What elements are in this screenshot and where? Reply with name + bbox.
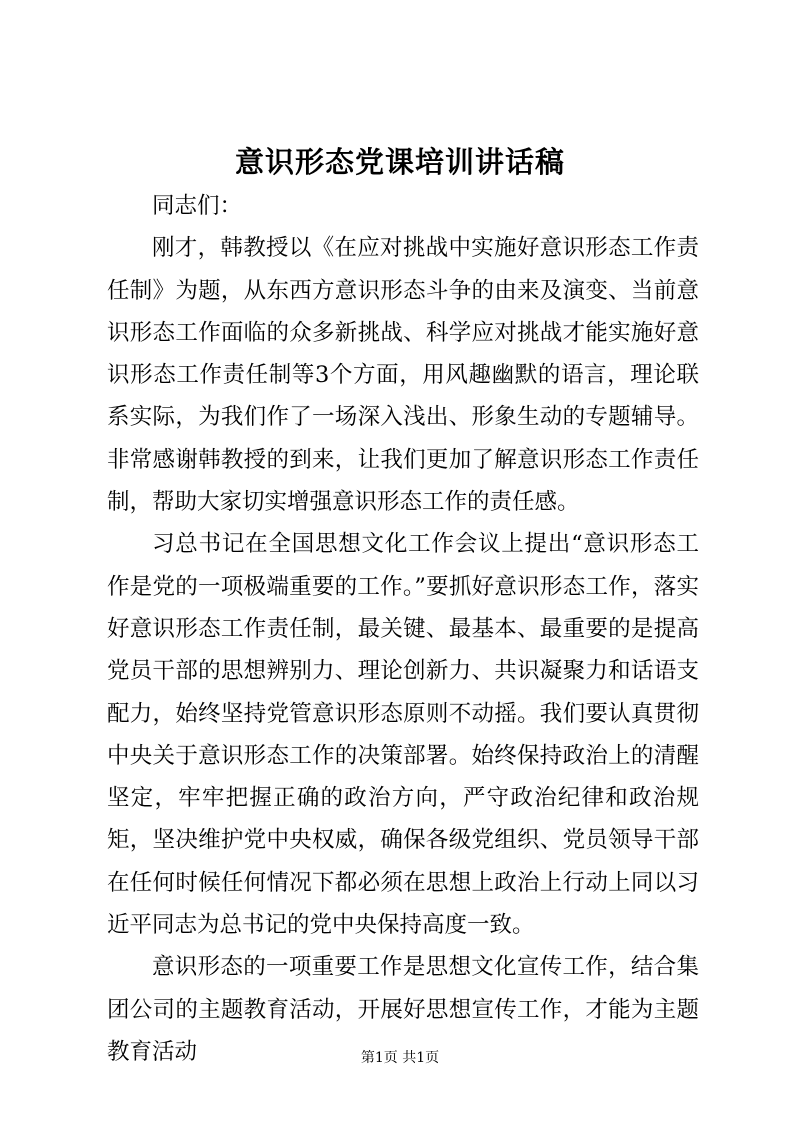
body-paragraph-3: 意识形态的一项重要工作是思想文化宣传工作，结合集团公司的主题教育活动，开展好思想宣传工作，才能为主题教育活动 (107, 954, 699, 1065)
body-paragraph-1: 刚才，韩教授以《在应对挑战中实施好意识形态工作责任制》为题，从东西方意识形态斗争的由来及演变、当前意识形态工作面临的众多新挑战、科学应对挑战才能实施好意识形态工作责任制等3个方面，用风趣幽默的语言，理论联系实际，为我们作了一场深入浅出、形象生动的专题辅导。非常感谢韩教授的到来，让我们更加了解意识形态工作责任制，帮助大家切实增强意识形态工作的责任感。 (107, 235, 699, 516)
salutation-paragraph: 同志们： (152, 193, 243, 219)
body-paragraph-2: 习总书记在全国思想文化工作会议上提出“意识形态工作是党的一项极端重要的工作。”要抓好意识形态工作，落实好意识形态工作责任制，最关键、最基本、最重要的是提高党员干部的思想辨别力、理论创新力、共识凝聚力和话语支配力，始终坚持党管意识形态原则不动摇。我们要认真贯彻中央关于意识形态工作的决策部署。始终保持政治上的清醒坚定，牢牢把握正确的政治方向，严守政治纪律和政治规矩，坚决维护党中央权威，确保各级党组织、党员领导干部在任何时候任何情况下都必须在思想上政治上行动上同以习近平同志为总书记的党中央保持高度一致。 (107, 531, 699, 939)
document-title: 意识形态党课培训讲话稿 (234, 145, 565, 179)
page-footer: 第1页 共1页 (360, 1050, 440, 1066)
document-body (107, 185, 699, 1073)
